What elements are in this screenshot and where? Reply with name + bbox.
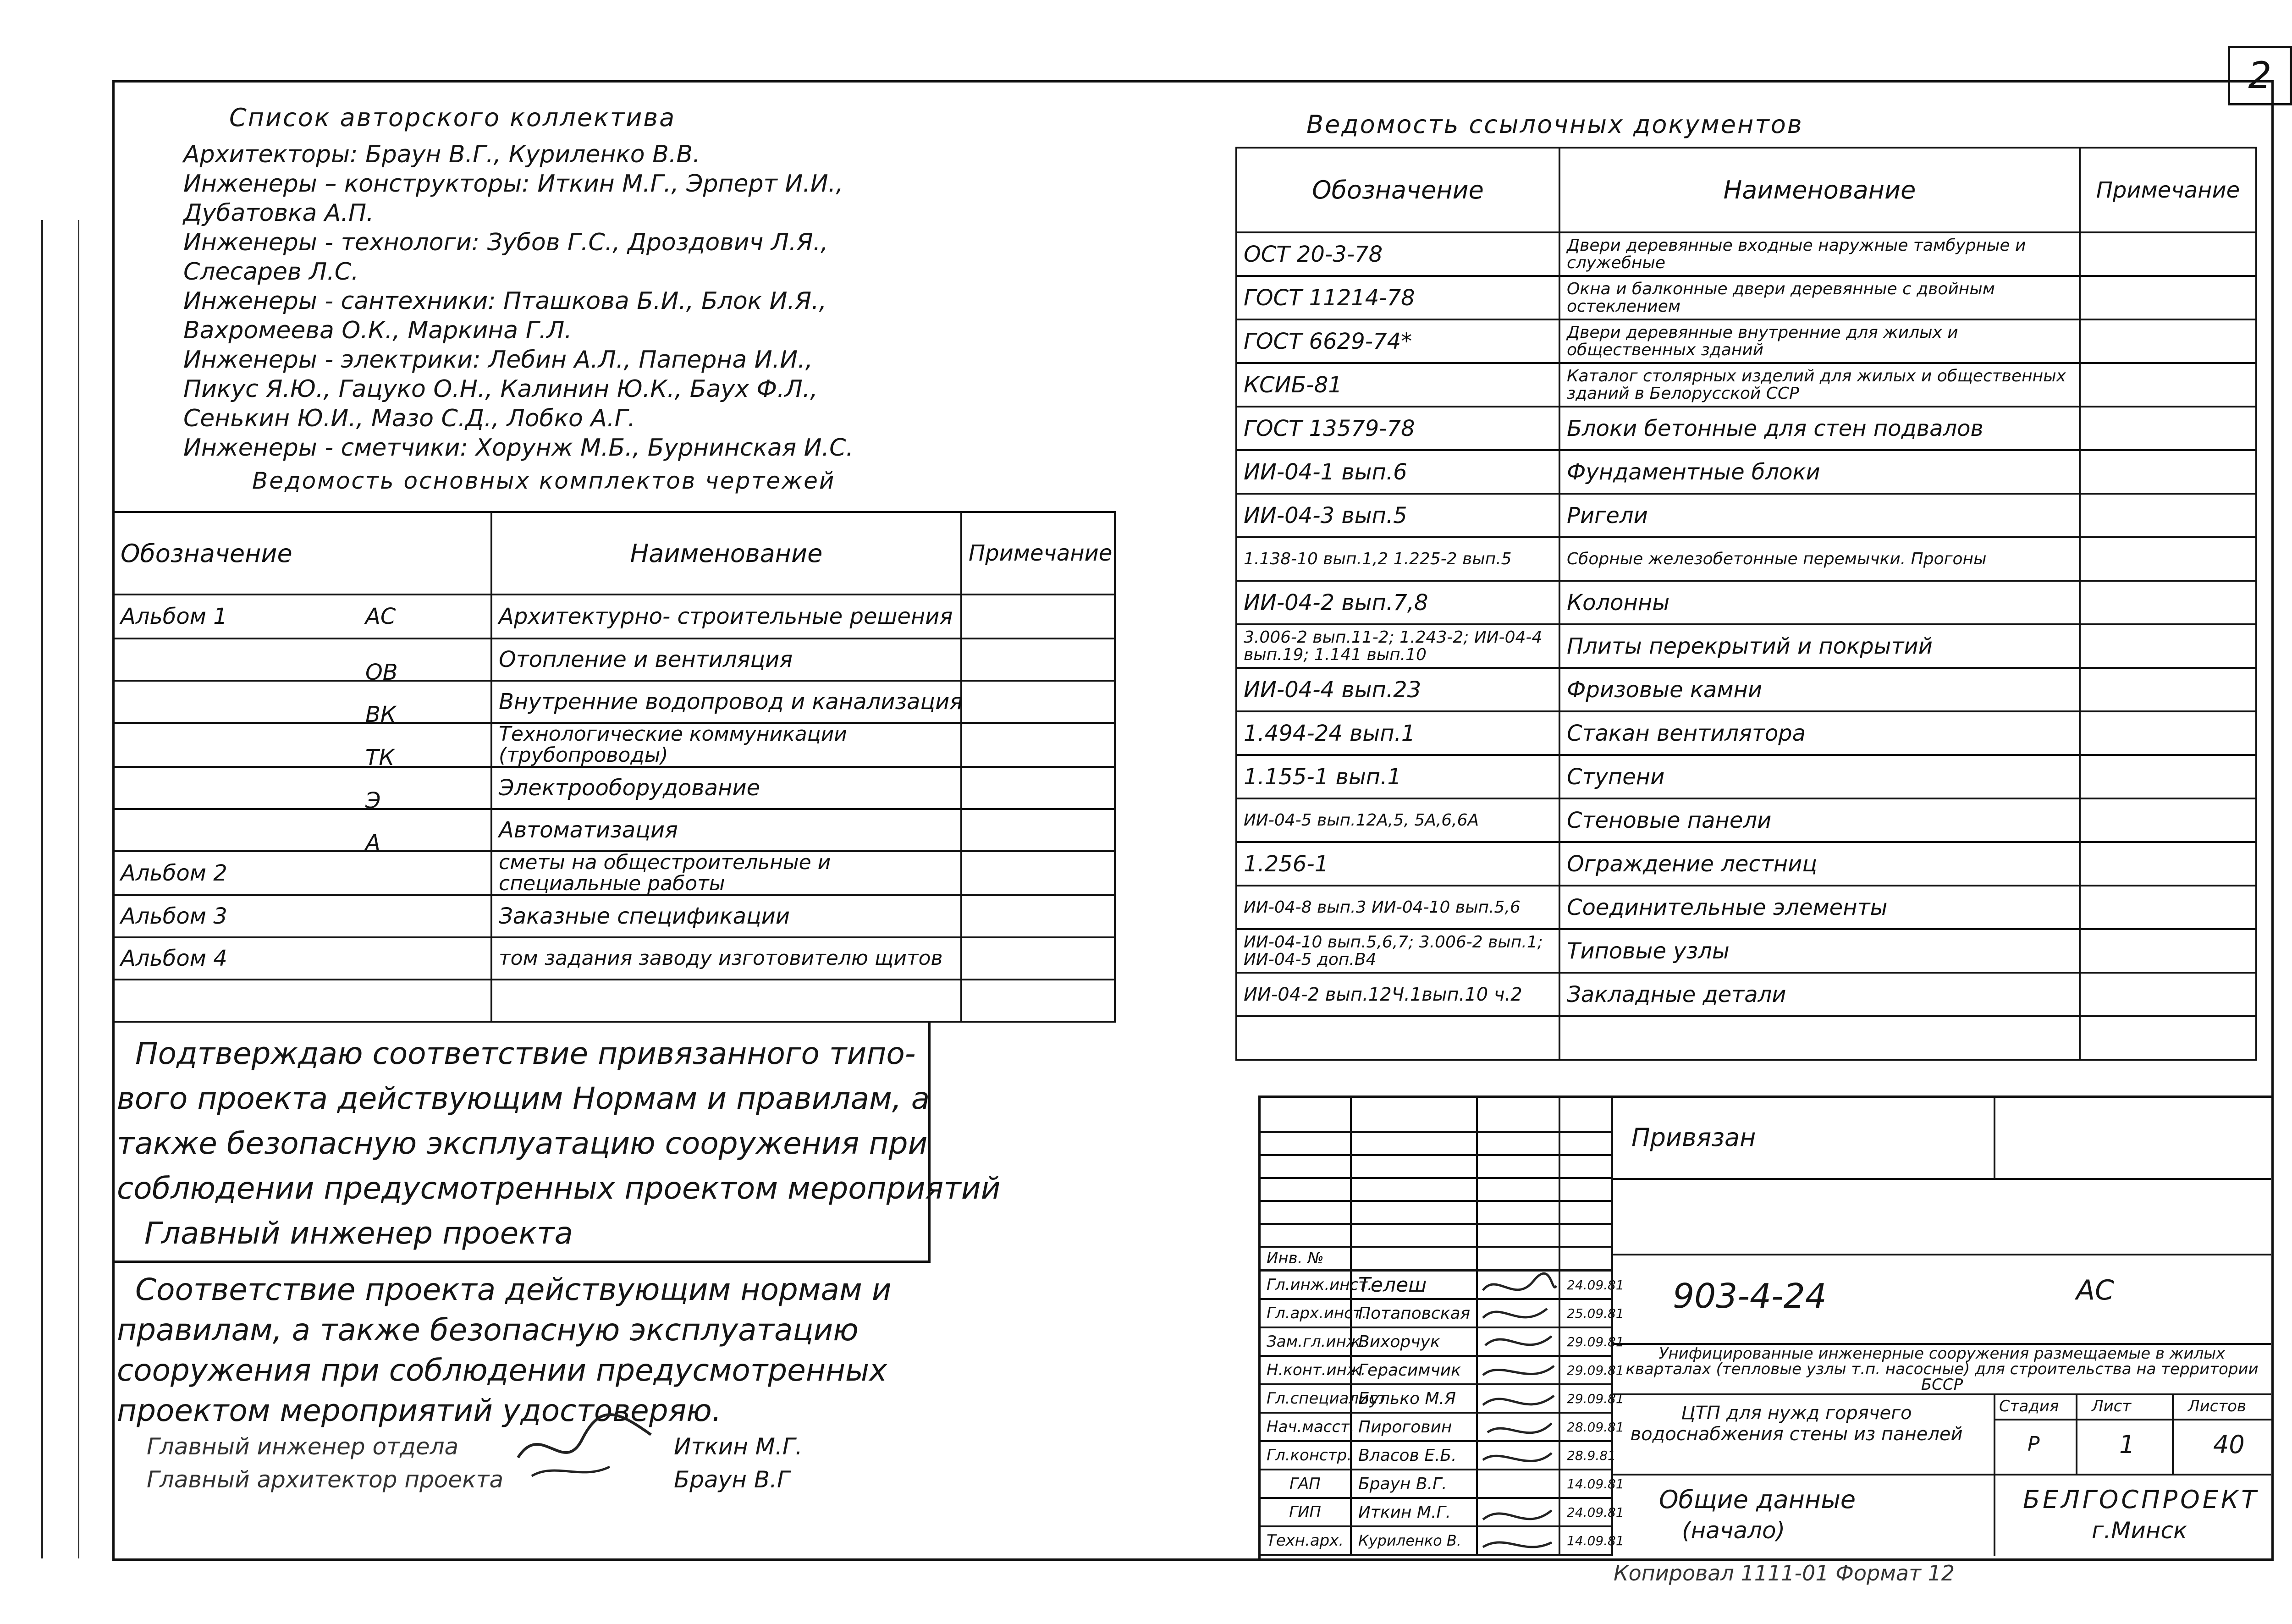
org-city: г.Минск [2092,1517,2187,1544]
table-row [1236,668,2256,711]
note-cell [2080,711,2256,755]
ref-code: КСИБ-81 [1236,363,1559,407]
note-cell [961,767,1115,809]
cell-divider [2076,1393,2077,1474]
ref-code: ГОСТ 6629-74* [1236,319,1559,363]
ref-docs-table [1235,147,2257,1061]
ref-name: Фундаментные блоки [1559,450,2080,494]
name-cell: том задания заводу изготовителю щитов [491,937,961,980]
ref-name: Колонны [1559,581,2080,624]
table-row [1236,842,2256,886]
table-row [1236,711,2256,755]
set-code: ОВ [365,660,398,685]
signer-role: Главный инженер отдела [147,1433,459,1460]
designation-cell [113,937,491,980]
name-cell: Электрооборудование [491,767,961,809]
stamp-right-mid [1611,1178,2271,1255]
table-row [113,980,1115,1022]
ref-name: Ригели [1559,494,2080,537]
person-date: 24.09.81 [1559,1498,1612,1526]
stamp-cell [1559,1178,1612,1201]
table-row [113,937,1115,980]
signer-role: Главный архитектор проекта [147,1466,504,1493]
people-row [1259,1413,1612,1441]
designation-cell [113,595,491,639]
table-row [1236,624,2256,668]
authors-line: Слесарев Л.С. [183,258,359,286]
note-cell [2080,581,2256,624]
person-name: Иткин М.Г. [1351,1498,1477,1526]
ref-code: 1.494-24 вып.1 [1236,711,1559,755]
ref-name: Двери деревянные входные наружные тамбурные и служебные [1559,232,2080,276]
person-name: Булько М.Я [1351,1384,1477,1413]
stamp-cell [1351,1224,1477,1247]
note-cell [2080,973,2256,1016]
stamp-object-row [1611,1393,2271,1475]
signature-scribble [513,1403,660,1485]
stage-label: Стадия [1999,1397,2059,1415]
authors-line: Дубатовка А.П. [183,199,374,227]
ref-code: 1.138-10 вып.1,2 1.225-2 вып.5 [1236,537,1559,581]
designation-cell [113,809,491,856]
stamp-cell [1477,1224,1559,1247]
person-date: 28.9.81 [1559,1441,1612,1470]
tied-label: Привязан [1631,1123,1756,1152]
table-row [1236,886,2256,929]
ref-name: Окна и балконные двери деревянные с двойным остеклением [1559,276,2080,319]
person-role: Нач.масст. [1259,1413,1351,1441]
person-date: 14.09.81 [1559,1470,1612,1498]
table-row [1236,319,2256,363]
stamp-cell [1559,1224,1612,1247]
designation-cell [113,723,491,771]
side-margin-lines [41,220,112,1558]
person-date: 14.09.81 [1559,1526,1612,1555]
set-code: А [365,830,380,856]
ref-name: Стакан вентилятора [1559,711,2080,755]
people-row [1259,1299,1612,1327]
stamp-signatures [1478,1272,1559,1556]
authors-line: Пикус Я.Ю., Гацуко О.Н., Калинин Ю.К., Баух Ф.Л., [183,375,818,403]
stamp-cell [1259,1096,1351,1132]
person-name: Телеш [1351,1271,1477,1299]
confirm-note-box [112,1022,1001,1263]
people-row [1259,1526,1612,1555]
stamp-cell [1351,1132,1477,1155]
stamp-cell [1559,1247,1612,1270]
note-cell [961,723,1115,767]
org-cell [1994,1474,2273,1556]
stamp-cell [1351,1096,1477,1132]
header-designation: Обозначение [1236,148,1559,232]
header-name: Наименование [491,512,961,595]
person-name: Герасимчик [1351,1356,1477,1384]
table-row [113,809,1115,851]
stamp-cell [1351,1155,1477,1178]
stamp-divider [1994,1096,1995,1178]
table-row [1236,929,2256,973]
note-cell [961,681,1115,723]
stamp-cell [1477,1178,1559,1201]
stamp-right-top [1611,1096,2271,1180]
person-name: Пироговин [1351,1413,1477,1441]
sheet-title: Общие данные [1659,1485,1856,1514]
note-cell [2080,798,2256,842]
note-cell [2080,494,2256,537]
person-role: Н.конт.инж. [1259,1356,1351,1384]
designation-cell [113,851,491,895]
authors-line: Инженеры - технологи: Зубов Г.С., Дроздович Л.Я., [183,229,828,256]
ref-code: ИИ-04-4 вып.23 [1236,668,1559,711]
person-role: Зам.гл.инж. [1259,1327,1351,1356]
note-cell [2080,232,2256,276]
note-cell [961,895,1115,937]
stamp-cell [1351,1247,1477,1270]
header-designation: Обозначение [113,512,491,595]
people-row [1259,1441,1612,1470]
project-code: 903-4-24 [1673,1277,1827,1316]
header-name: Наименование [1559,148,2080,232]
person-date: 24.09.81 [1559,1271,1612,1299]
person-role: ГАП [1259,1470,1351,1498]
person-role: Гл.специалист [1259,1384,1351,1413]
certify-line: правилам, а также безопасную эксплуатацию [117,1312,859,1348]
ref-code: ГОСТ 13579-78 [1236,407,1559,450]
inv-label: Инв. № [1259,1247,1351,1270]
ref-code [1236,1016,1559,1060]
note-cell [2080,755,2256,798]
designation-cell [113,767,491,814]
stamp-cell [1259,1224,1351,1247]
ref-name: Ступени [1559,755,2080,798]
stamp-cell [1351,1178,1477,1201]
people-row [1259,1271,1612,1299]
ref-name: Типовые узлы [1559,929,2080,973]
sheet-label: Лист [2092,1397,2132,1415]
designation-cell [113,895,491,937]
person-date: 29.09.81 [1559,1384,1612,1413]
main-sets-table [112,511,1116,1023]
people-row [1259,1498,1612,1526]
authors-title: Список авторского коллектива [229,103,676,132]
authors-line: Инженеры - сантехники: Пташкова Б.И., Блок И.Я., [183,287,827,315]
people-row [1259,1470,1612,1498]
table-row [113,895,1115,937]
project-title: Унифицированные инженерные сооружения размещаемые в жилых кварталах (тепловые узлы т.п. насосные) для строительства на территории БССР [1625,1344,2259,1394]
table-row [113,639,1115,681]
table-row [113,595,1115,639]
stage-cells [1994,1393,2273,1474]
table-row [113,851,1115,895]
person-name: Браун В.Г. [1351,1470,1477,1498]
sheets-value: 40 [2213,1430,2245,1459]
ref-name: Закладные детали [1559,973,2080,1016]
confirm-line: Главный инженер проекта [144,1216,573,1251]
table-row [1236,973,2256,1016]
set-code: ВК [365,702,397,727]
person-date: 29.09.81 [1559,1356,1612,1384]
name-cell: Внутренние водопровод и канализация [491,681,961,723]
header-note: Примечание [2080,148,2256,232]
album-label: Альбом 2 [121,860,227,886]
stamp-project-title-row [1611,1343,2271,1395]
authors-list [183,140,854,462]
stamp-cell [1477,1247,1559,1270]
table-row [1236,363,2256,407]
org-name: БЕЛГОСПРОЕКТ [2023,1485,2259,1514]
ref-code: ОСТ 20-3-78 [1236,232,1559,276]
set-code: АС [365,604,396,629]
authors-line: Инженеры - электрики: Лебин А.Л., Паперна И.И., [183,346,813,374]
note-cell [2080,450,2256,494]
person-name: Вихорчук [1351,1327,1477,1356]
project-mark: АС [2076,1274,2114,1306]
person-role: Техн.арх. [1259,1526,1351,1555]
sheet-value: 1 [2119,1430,2135,1459]
sheets-label: Листов [2188,1397,2247,1415]
stamp-grid [1258,1096,1613,1271]
signer-name: Браун В.Г [674,1466,790,1493]
note-cell [961,809,1115,851]
set-code: ТК [365,745,395,771]
stamp-cell [1477,1132,1559,1155]
table-row [113,681,1115,723]
stamp-bottom-row [1611,1474,2271,1556]
ref-name [1559,1016,2080,1060]
stamp-project-row [1611,1254,2271,1345]
authors-line: Сенькин Ю.И., Мазо С.Д., Лобко А.Г. [183,405,635,432]
ref-code: 1.256-1 [1236,842,1559,886]
certify-line: сооружения при соблюдении предусмотренных [117,1353,887,1388]
ref-code: ГОСТ 11214-78 [1236,276,1559,319]
note-cell [2080,319,2256,363]
album-label: Альбом 3 [121,903,227,929]
note-cell [961,937,1115,980]
signer-row [147,1463,803,1496]
stamp-cell [1259,1155,1351,1178]
note-cell [2080,363,2256,407]
stamp-cell [1559,1096,1612,1132]
ref-code: ИИ-04-2 вып.12Ч.1вып.10 ч.2 [1236,973,1559,1016]
stage-header-row [1995,1393,2273,1420]
stamp-cell [1259,1178,1351,1201]
side-margin-divider [78,220,79,1558]
stamp-cell [1559,1132,1612,1155]
person-date: 28.09.81 [1559,1413,1612,1441]
stamp-cell [1559,1155,1612,1178]
note-cell [961,639,1115,681]
name-cell: Автоматизация [491,809,961,851]
stamp-cell [1259,1132,1351,1155]
person-role: ГИП [1259,1498,1351,1526]
cell-divider [2172,1393,2174,1474]
header-note: Примечание [961,512,1115,595]
set-code: Э [365,788,381,814]
stamp-people [1258,1270,1624,1556]
table-row [113,767,1115,809]
object-title: ЦТП для нужд горячего водоснабжения стены из панелей [1630,1403,1963,1445]
main-sets-title: Ведомость основных комплектов чертежей [252,468,836,494]
name-cell: сметы на общестроительные и специальные работы [491,851,961,895]
signer-name: Иткин М.Г. [674,1433,803,1460]
note-cell [2080,1016,2256,1060]
table-row [1236,1016,2256,1060]
table-row [1236,537,2256,581]
person-date: 29.09.81 [1559,1327,1612,1356]
designation-cell [113,639,491,685]
stamp-cell [1477,1155,1559,1178]
name-cell: Отопление и вентиляция [491,639,961,681]
ref-name: Стеновые панели [1559,798,2080,842]
note-cell [2080,276,2256,319]
ref-code: ИИ-04-2 вып.7,8 [1236,581,1559,624]
table-row [1236,276,2256,319]
authors-line: Инженеры - сметчики: Хорунж М.Б., Бурнинская И.С. [183,434,854,462]
note-cell [2080,537,2256,581]
confirm-line: вого проекта действующим Нормам и правилам, а [117,1081,930,1116]
note-cell [2080,407,2256,450]
ref-name: Фризовые камни [1559,668,2080,711]
note-cell [2080,668,2256,711]
ref-code: ИИ-04-10 вып.5,6,7; 3.006-2 вып.1; ИИ-04-5 доп.В4 [1236,929,1559,973]
person-role: Гл.констр. [1259,1441,1351,1470]
signer-row [147,1430,803,1463]
ref-code: 1.155-1 вып.1 [1236,755,1559,798]
table-row [1236,581,2256,624]
table-header-row [1236,148,2256,232]
note-cell [961,980,1115,1022]
ref-name: Соединительные элементы [1559,886,2080,929]
stamp-cell [1559,1201,1612,1224]
ref-code: ИИ-04-8 вып.3 ИИ-04-10 вып.5,6 [1236,886,1559,929]
note-cell [2080,624,2256,668]
note-cell [2080,929,2256,973]
ref-name: Плиты перекрытий и покрытий [1559,624,2080,668]
people-row [1259,1327,1612,1356]
table-header-row [113,512,1115,595]
sheet-subtitle: (начало) [1682,1517,1785,1544]
confirm-line: соблюдении предусмотренных проектом мероприятий [117,1171,1001,1206]
ref-code: ИИ-04-5 вып.12А,5, 5А,6,6А [1236,798,1559,842]
album-label: Альбом 4 [121,946,227,971]
ref-docs-title: Ведомость ссылочных документов [1306,110,1803,139]
ref-code: ИИ-04-3 вып.5 [1236,494,1559,537]
person-date: 25.09.81 [1559,1299,1612,1327]
stamp-cell [1477,1096,1559,1132]
stamp-cell [1351,1201,1477,1224]
confirm-line: также безопасную эксплуатацию сооружения при [117,1126,928,1161]
table-row [1236,232,2256,276]
ref-name: Ограждение лестниц [1559,842,2080,886]
authors-line: Инженеры – конструкторы: Иткин М.Г., Эрперт И.И., [183,170,843,198]
note-cell [2080,842,2256,886]
confirm-line: Подтверждаю соответствие привязанного типо- [135,1036,916,1071]
ref-name: Каталог столярных изделий для жилых и общественных зданий в Белорусской ССР [1559,363,2080,407]
person-role: Гл.инж.инст. [1259,1271,1351,1299]
name-cell: Архитектурно- строительные решения [491,595,961,639]
people-row [1259,1384,1612,1413]
note-cell [961,595,1115,639]
note-cell [961,851,1115,895]
table-row [113,723,1115,767]
name-cell: Заказные спецификации [491,895,961,937]
people-row [1259,1356,1612,1384]
certify-line: Соответствие проекта действующим нормам и [135,1272,892,1307]
table-row [1236,798,2256,842]
table-row [1236,494,2256,537]
person-role: Гл.арх.инст. [1259,1299,1351,1327]
person-name: Куриленко В. [1351,1526,1477,1555]
ref-name: Сборные железобетонные перемычки. Прогоны [1559,537,2080,581]
album-label: Альбом 1 [121,604,227,629]
designation-cell [113,980,491,1022]
stamp-cell [1259,1201,1351,1224]
stamp-cell [1477,1201,1559,1224]
person-name: Потаповская [1351,1299,1477,1327]
ref-name: Двери деревянные внутренние для жилых и общественных зданий [1559,319,2080,363]
ref-name: Блоки бетонные для стен подвалов [1559,407,2080,450]
stage-value: Р [2028,1432,2040,1456]
table-row [1236,407,2256,450]
ref-code: 3.006-2 вып.11-2; 1.243-2; ИИ-04-4 вып.19; 1.141 вып.10 [1236,624,1559,668]
table-row [1236,755,2256,798]
signers [147,1430,803,1496]
footer-format: Копировал 1111-01 Формат 12 [1614,1561,1955,1585]
name-cell: Технологические коммуникации (трубопроводы) [491,723,961,767]
table-row [1236,450,2256,494]
ref-code: ИИ-04-1 вып.6 [1236,450,1559,494]
designation-cell [113,681,491,727]
sheet-number: 2 [2228,46,2292,105]
authors-line: Вахромеева О.К., Маркина Г.Л. [183,317,572,344]
certify-line: проектом мероприятий удостоверяю. [117,1393,722,1428]
name-cell [491,980,961,1022]
person-name: Власов Е.Б. [1351,1441,1477,1470]
authors-line: Архитекторы: Браун В.Г., Куриленко В.В. [183,141,700,168]
note-cell [2080,886,2256,929]
